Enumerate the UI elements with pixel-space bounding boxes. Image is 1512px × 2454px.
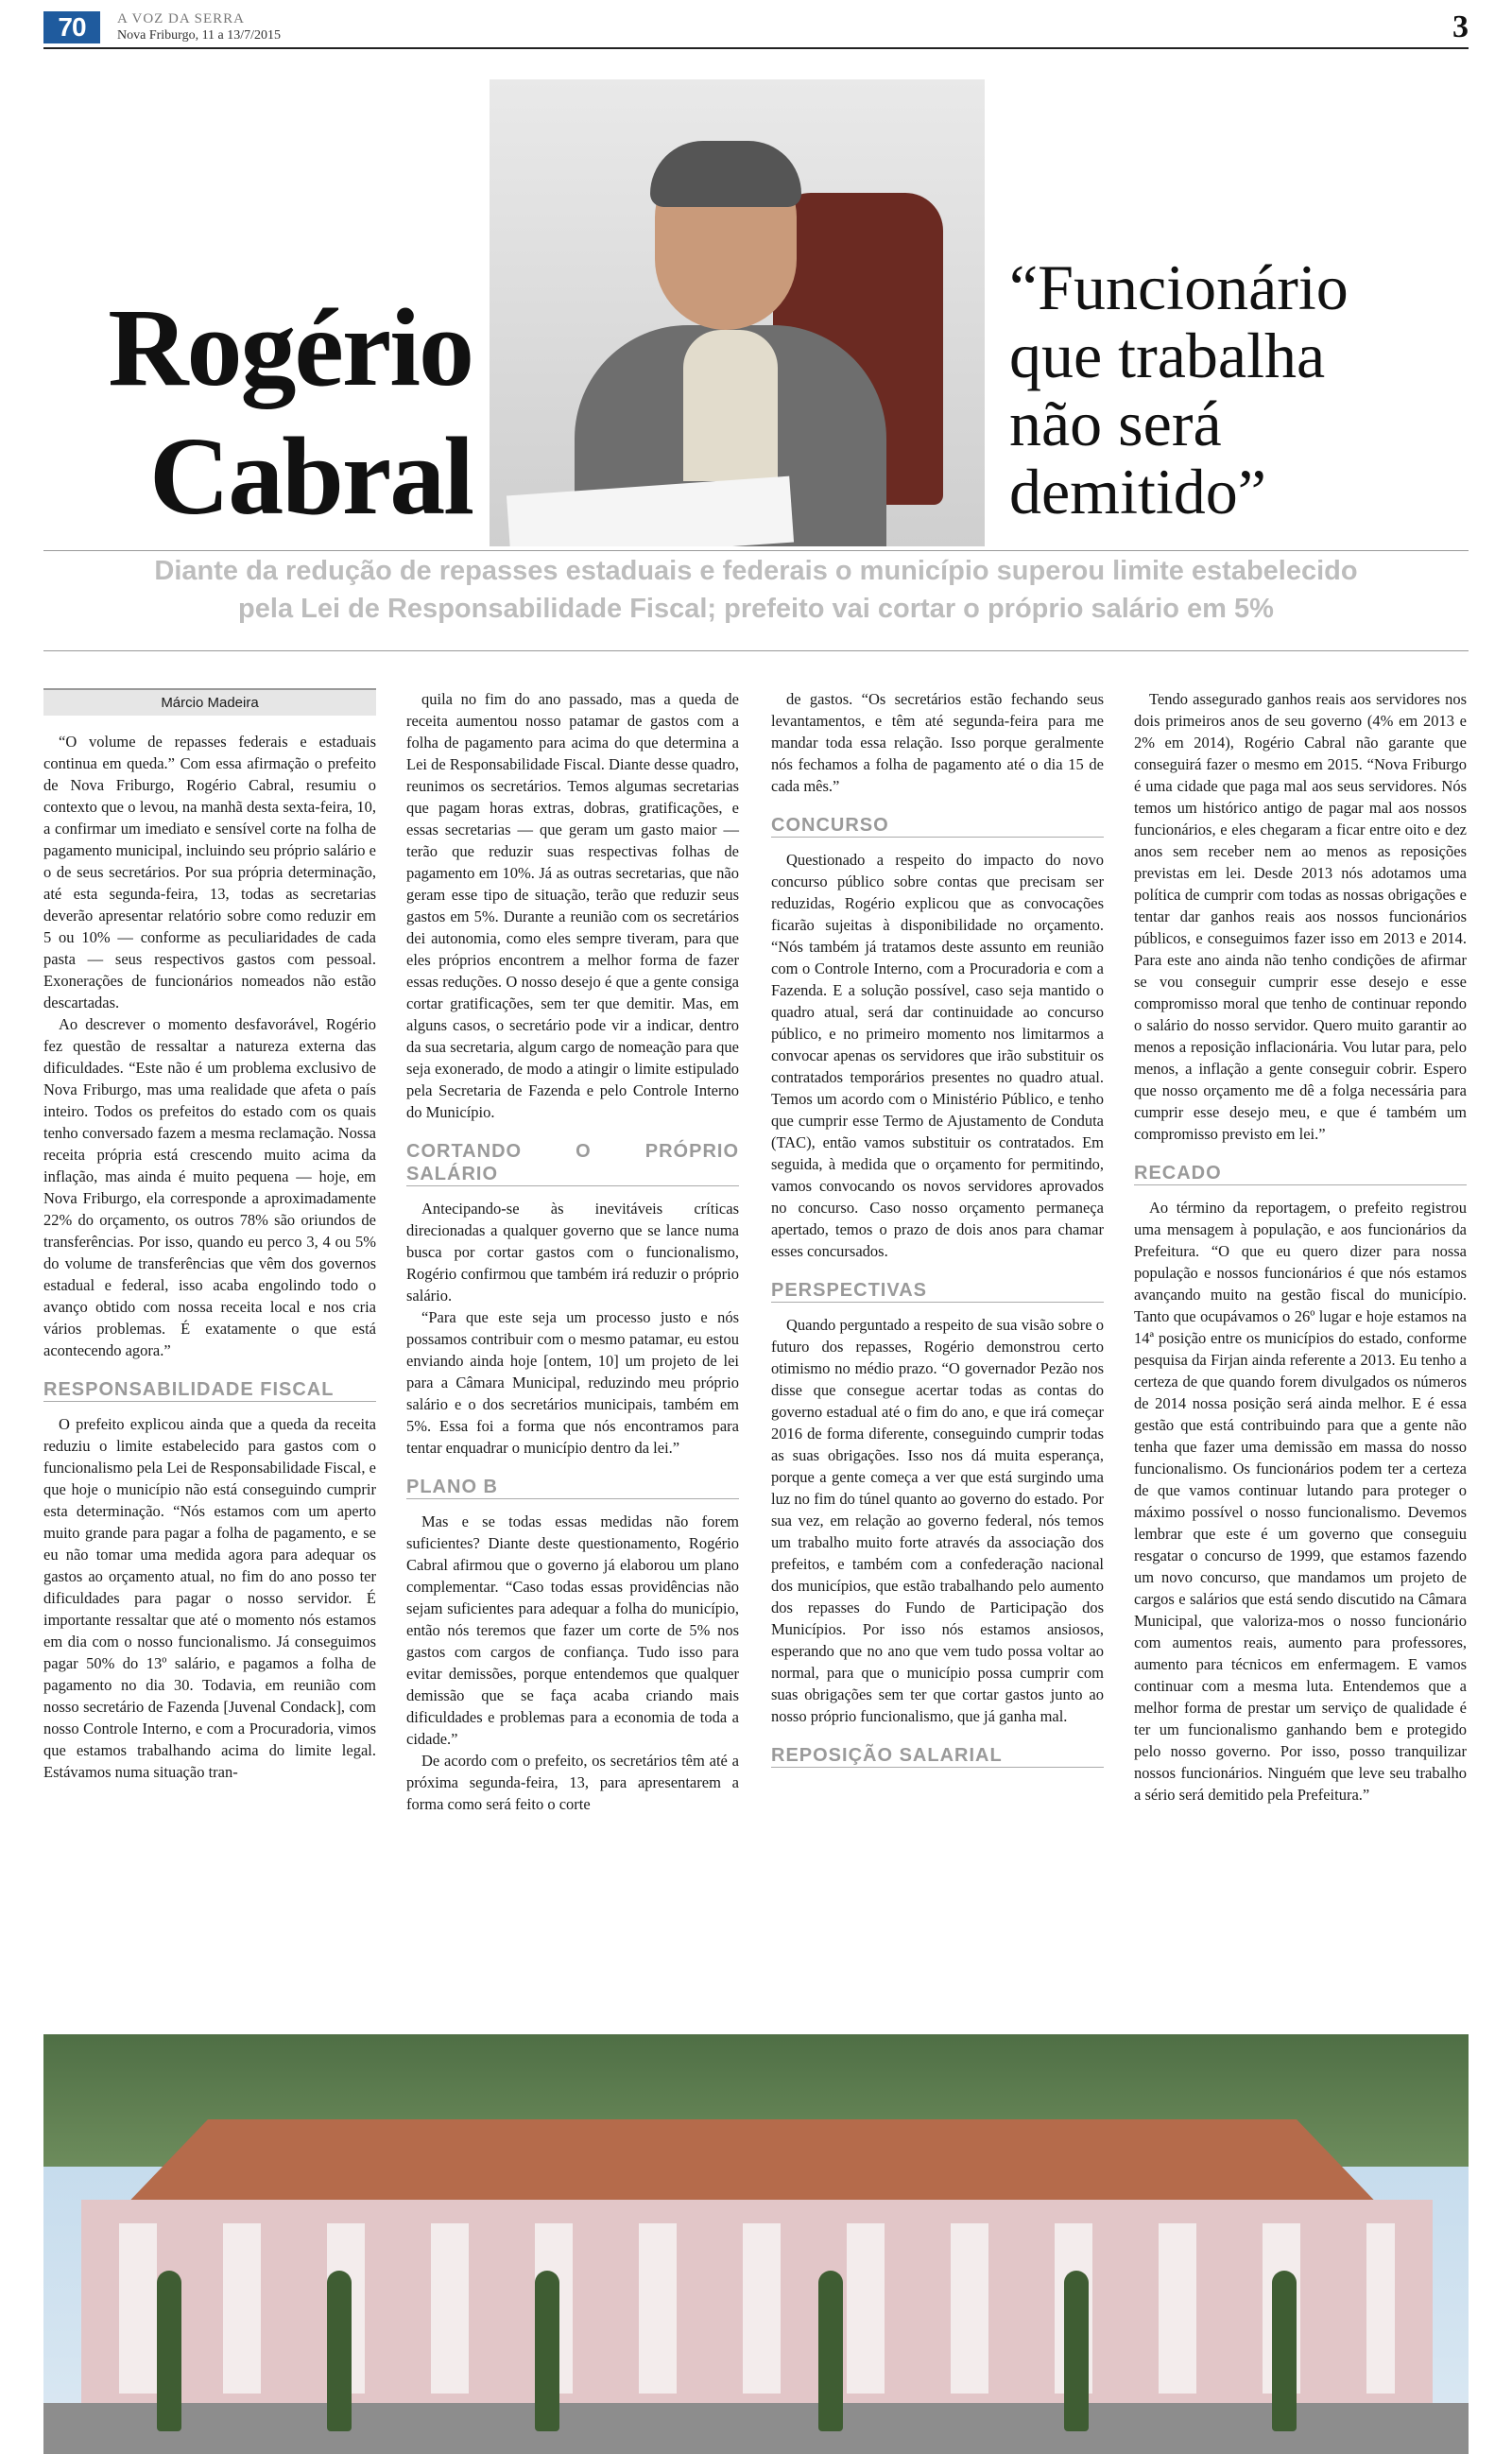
paragraph: O prefeito explicou ainda que a queda da receita reduziu o limite estabelecido para gastos com o funcionalismo pela Lei de Responsabilidade Fiscal, e que hoje o município não está conseguindo cumprir esta determinação. “Nós estamos com um aperto muito grande para pagar a folha de pagamento, e se eu não tomar uma medida agora para adequar os gastos ao orçamento atual, no fim do ano posso ter dificuldades para pagar o nosso servidor. É importante ressaltar que até o momento nós estamos em dia com o nosso funcionalismo. Já conseguimos pagar 50% do 13º salário, e pagamos a folha de pagamento no dia 30. Todavia, em reunião com nosso secretário de Fazenda [Juvenal Condack], com nosso Controle Interno, e com a Procuradoria, vimos que estamos trabalhando acima do limite legal. Estávamos numa situação tran- xyxy=(43,1415,376,1781)
street-shape xyxy=(43,2403,1469,2454)
paragraph: Mas e se todas essas medidas não forem suficientes? Diante deste questionamento, Rogério Cabral afirmou que o governo já elaborou um plano complementar. “Caso todas essas providências não sejam suficientes para adequar a folha do município, então nós teremos que fazer um corte de 5% nos gastos com cargos de confiança. Tudo isso para evitar demissões, porque entendemos que qualquer demissão que se faça acaba criando mais dificuldades e problemas para a economia de toda a cidade.” xyxy=(406,1512,739,1748)
person-shirt-shape xyxy=(683,330,778,481)
quote-line2: que trabalha xyxy=(1009,320,1326,391)
quote-line1: “Funcionário xyxy=(1009,251,1349,323)
page-header xyxy=(43,9,1469,49)
section-heading-responsabilidade-fiscal: RESPONSABILIDADE FISCAL xyxy=(43,1378,376,1402)
paragraph: “O volume de repasses federais e estaduais continua em queda.” Com essa afirmação o prefeito de Nova Friburgo, Rogério Cabral, resumiu o contexto que o levou, na manhã desta sexta-feira, 10, a confirmar um imediato e sensível corte na folha de pagamento municipal, incluindo seu próprio salário e o de seus secretários. Por sua própria determinação, até esta segunda-feira, 13, todas as secretarias deverão apresentar relatório sobre como reduzir em 5 ou 10% — conforme as peculiaridades de cada pasta — seus respectivos gastos com pessoal. Exonerações de funcionários nomeados não estão descartadas. xyxy=(43,733,376,1011)
divider-bottom xyxy=(43,650,1469,651)
section-heading-plano-b: PLANO B xyxy=(406,1476,739,1499)
cypress-tree-shape xyxy=(327,2271,352,2431)
section-heading-perspectivas: PERSPECTIVAS xyxy=(771,1279,1104,1303)
section-heading-recado: RECADO xyxy=(1134,1162,1467,1185)
paragraph: Quando perguntado a respeito de sua visão sobre o futuro dos repasses, Rogério demonstrou certo otimismo no médio prazo. “O governador Pezão nos disse que consegue acertar todas as contas do governo estadual até o fim do ano, e que irá começar 2016 de forma diferente, conseguindo cumprir todas as suas obrigações. Isso nos dá muita esperança, porque a gente começa a ver que está surgindo uma luz no fim do túnel quanto ao governo do estado. Por sua vez, em relação ao governo federal, nós temos um trabalho muito forte através da associação dos prefeitos, e também com a confederação nacional dos municípios, que estão trabalhando pelo aumento dos repasses do Fundo de Participação dos Municípios. Por isso nós estamos ansiosos, esperando que no ano que vem tudo possa voltar ao normal, para que o município possa cumprir com suas obrigações sem ter que cortar gastos junto ao nosso próprio funcionalismo, que já ganha mal. xyxy=(771,1316,1104,1725)
subheadline xyxy=(43,552,1469,628)
article-column-2 xyxy=(406,688,739,1815)
cypress-tree-shape xyxy=(157,2271,181,2431)
edition-date: Nova Friburgo, 11 a 13/7/2015 xyxy=(117,28,282,43)
headline-name-line2: Cabral xyxy=(149,414,472,538)
paragraph: quila no fim do ano passado, mas a queda de receita aumentou nosso patamar de gastos com a folha de pagamento para acima do que determina a Lei de Responsabilidade Fiscal. Diante desse quadro, reunimos os secretários. Temos algumas secretarias que pagam horas extras, dobras, gratificações, e essas secretarias — que geram um gasto maior — terão que reduzir suas respectivas folhas de pagamento em 10%. Já as outras secretarias, que não geram esse tipo de situação, terão que reduzir seus gastos em 5%. Durante a reunião com os secretários dei autonomia, como eles sempre tiveram, para que eles próprios encontrem a melhor forma de fazer essas reduções. O nosso desejo é que a gente consiga cortar gratificações, sem ter que demitir. Mas, em alguns casos, o secretário pode vir a indicar, dentro da sua secretaria, algum cargo de nomeação para que seja exonerado, de modo a atingir o limite estipulado pela Secretaria de Fazenda e pelo Controle Interno do Município. xyxy=(406,690,739,1121)
cypress-tree-shape xyxy=(818,2271,843,2431)
paragraph: Ao término da reportagem, o prefeito registrou uma mensagem à população, e aos funcionários da Prefeitura. “O que eu quero dizer para nossa população e nossos funcionários é que nós estamos avançando muito na gestão fiscal do município. Tanto que ocupávamos o 26º lugar e hoje estamos na 14ª posição entre os municípios do estado, conforme pesquisa da Firjan ainda referente a 2013. Eu tenho a certeza de que quando forem divulgados os números de 2014 nossa posição será ainda melhor. E é essa gestão que está contribuindo para que a gente não tenha que fazer uma demissão em massa do nosso funcionalismo. Os funcionários podem ter a certeza de que vamos continuar lutando para proteger o máximo possível o nosso funcionalismo. Devemos lembrar que este é um governo que conseguiu resgatar o concurso de 1999, que estamos fazendo um novo concurso, que mandamos um projeto de cargos e salários que está sendo discutido na Câmara Municipal, que valoriza-mos o nosso funcionário com aumentos reais, aumento para professores, aumento para técnicos em enfermagem. E vamos continuar com a mesma luta. Entendemos que a melhor forma de prestar um serviço de qualidade é ter um funcionalismo ganhando bem e protegido pelo nosso governo. Por isso, posso tranquilizar nossos funcionários. Ninguém que leve seu trabalho a sério será demitido pela Prefeitura.” xyxy=(1134,1199,1467,1804)
paragraph: “Para que este seja um processo justo e nós possamos contribuir com o mesmo patamar, eu estou enviando ainda hoje [ontem, 10] um projeto de lei para a Câmara Municipal, reduzindo meu próprio salário e o dos secretários municipais, também em 5%. Essa foi a forma que nós encontramos para tentar enquadrar o município dentro da lei.” xyxy=(406,1308,739,1457)
quote-line3: não será xyxy=(1009,388,1222,459)
subheadline-line1: Diante da redução de repasses estaduais e federais o município superou limite estabelecido xyxy=(154,556,1358,586)
paragraph: de gastos. “Os secretários estão fechando seus levantamentos, e têm até segunda-feira para me mandar toda essa relação. Isso porque geralmente nós fechamos a folha de pagamento até o dia 15 de cada mês.” xyxy=(771,690,1104,795)
headline-name xyxy=(66,284,472,541)
headline-quote xyxy=(1009,253,1463,526)
person-hair-shape xyxy=(650,141,801,207)
paragraph: Questionado a respeito do impacto do novo concurso público sobre contas que precisam ser reduzidas, Rogério explicou que as convocações ficarão sujeitas à disponibilidade no orçamento. “Nós também já tratamos deste assunto em reunião com o Controle Interno, com a Procuradoria e com a Fazenda. E a solução possível, caso seja mantido o quadro atual, será dar continuidade ao concurso público, e no primeiro momento nos limitarmos a convocar apenas os servidores que irão substituir os contratados temporários presentes no quadro atual. Temos um acordo com o Ministério Público, e tenho que cumprir esse Termo de Ajustamento de Conduta (TAC), então vamos substituir os contratados. Em seguida, à medida que o orçamento for permitindo, vamos convocando os novos servidores aprovados no concurso. Caso nosso orçamento permaneça apertado, temos o prazo de dois anos para chamar esses concursados. xyxy=(771,851,1104,1260)
section-heading-cortando-o-proprio-salario: CORTANDO O PRÓPRIO SALÁRIO xyxy=(406,1141,739,1184)
city-hall-photo xyxy=(43,2034,1469,2454)
building-windows-shape xyxy=(119,2223,1395,2394)
article-column-3 xyxy=(771,688,1104,1779)
newspaper-logo: 70 xyxy=(43,11,100,43)
paragraph: Antecipando-se às inevitáveis críticas direcionadas a qualquer governo que se lance numa busca por cortar gastos com o funcionalismo, Rogério confirmou que também irá reduzir o próprio salário. xyxy=(406,1200,739,1305)
divider-top xyxy=(43,550,1469,551)
quote-line4: demitido” xyxy=(1009,456,1266,527)
subheadline-line2: pela Lei de Responsabilidade Fiscal; prefeito vai cortar o próprio salário em 5% xyxy=(238,594,1274,624)
page-number: 3 xyxy=(1452,9,1469,44)
article-column-1 xyxy=(43,688,376,1783)
cypress-tree-shape xyxy=(1064,2271,1089,2431)
paragraph: Ao descrever o momento desfavorável, Rogério fez questão de ressaltar a natureza externa das dificuldades. “Este não é um problema exclusivo de Nova Friburgo, mas uma realidade que afeta o país inteiro. Todos os prefeitos do estado com os quais tenho conversado fazem a mesma reclamação. Nossa receita própria está crescendo muito acima da inflação, mas ainda é muito pequena — hoje, em Nova Friburgo, ela corresponde a aproximadamente 22% do orçamento, os outros 78% são oriundos de transferências. Por isso, quando eu perco 3, 4 ou 5% do volume de transferências que vêm dos governos estadual e federal, isso acaba engolindo todo o avanço obtido com nossa receita local e nos cria vários problemas. É exatamente o que está acontecendo agora.” xyxy=(43,1015,376,1359)
headline-name-line1: Rogério xyxy=(108,285,472,409)
cypress-tree-shape xyxy=(1272,2271,1297,2431)
publication-name: A VOZ DA SERRA xyxy=(117,11,245,26)
author-byline: Márcio Madeira xyxy=(43,688,376,716)
building-roof-shape xyxy=(72,2119,1433,2204)
section-heading-reposicao-salarial: REPOSIÇÃO SALARIAL xyxy=(771,1744,1104,1768)
paragraph: Tendo assegurado ganhos reais aos servidores nos dois primeiros anos de seu governo (4% em 2013 e 2% em 2014), Rogério Cabral não garante que conseguirá fazer o mesmo em 2015. “Nova Friburgo é uma cidade que paga mal aos seus servidores. Nós temos um histórico antigo de pagar mal aos nossos funcionários, e eles chegaram a ficar entre oito e dez anos sem receber nem ao menos as reposições previstas em lei. Desde 2013 nós adotamos uma política de cumprir com todas as nossas obrigações e tentar dar ganhos reais aos nossos funcionários públicos, e conseguimos fazer isso em 2013 e 2014. Para este ano ainda não tenho condições de afirmar se vou conseguir cumprir esse desejo e esse compromisso moral que tenho de continuar repondo o salário do nosso servidor. Quero muito garantir ao menos a reposição inflacionária. Vou lutar para, pelo menos, a inflação a gente conseguir cobrir. Espero que nosso orçamento me dê a folga necessária para cumprir esse desejo meu, e que é também um compromisso previsto em lei.” xyxy=(1134,690,1467,1143)
section-heading-concurso: CONCURSO xyxy=(771,814,1104,838)
desk-paper-shape xyxy=(507,476,794,546)
article-column-4 xyxy=(1134,688,1467,1806)
paragraph: De acordo com o prefeito, os secretários têm até a próxima segunda-feira, 13, para apresentarem a forma como será feito o corte xyxy=(406,1752,739,1813)
cypress-tree-shape xyxy=(535,2271,559,2431)
portrait-photo xyxy=(490,79,985,546)
